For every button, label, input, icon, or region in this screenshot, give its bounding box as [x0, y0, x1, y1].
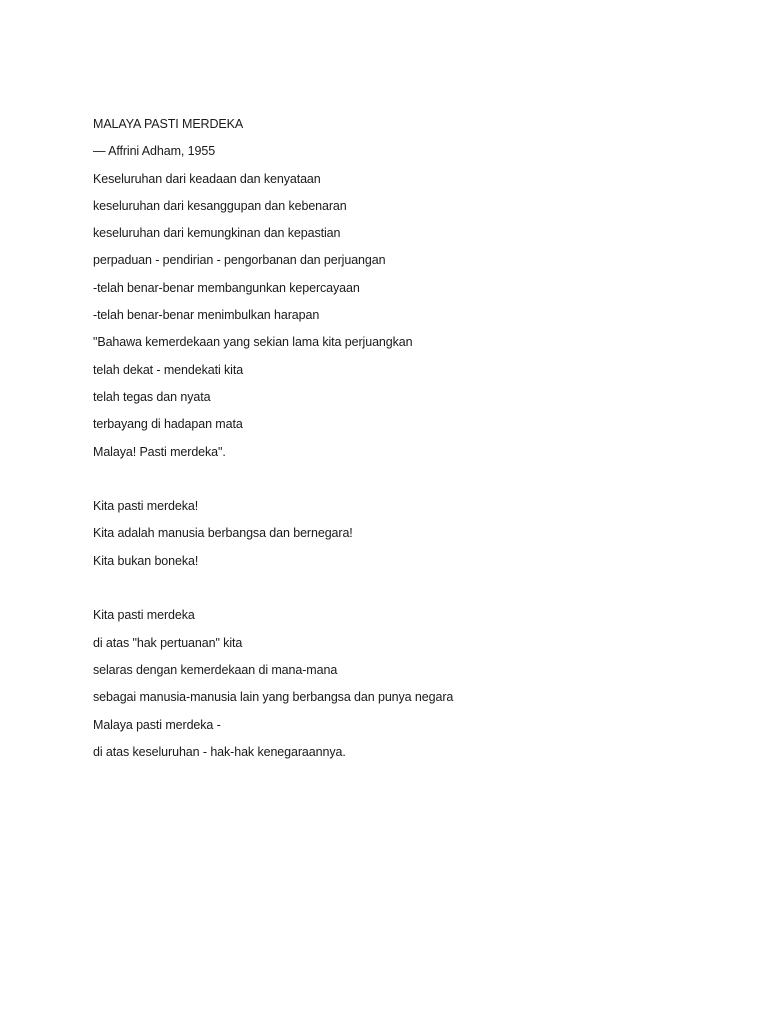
poem-line: sebagai manusia-manusia lain yang berbangsa dan punya negara — [93, 690, 454, 705]
stanza-gap — [93, 469, 713, 496]
poem-line: keseluruhan dari kesanggupan dan kebenaran — [93, 198, 347, 213]
poem-line: Malaya! Pasti merdeka". — [93, 444, 226, 459]
poem-line: "Bahawa kemerdekaan yang sekian lama kita perjuangkan — [93, 335, 413, 350]
poem-title: MALAYA PASTI MERDEKA — [93, 117, 244, 131]
poem-line: telah dekat - mendekati kita — [93, 362, 244, 377]
stanza-2 — [93, 496, 713, 578]
poem-line: Kita pasti merdeka — [93, 608, 195, 623]
poem-line: -telah benar-benar menimbulkan harapan — [93, 308, 320, 323]
poem-line: Kita adalah manusia berbangsa dan bernegara! — [93, 526, 353, 541]
stanza-gap — [93, 578, 713, 605]
poem-line: telah tegas dan nyata — [93, 389, 211, 404]
poem-line: selaras dengan kemerdekaan di mana-mana — [93, 662, 338, 677]
poem-line: di atas keseluruhan - hak-hak kenegaraannya. — [93, 744, 346, 759]
stanza-3 — [93, 605, 713, 769]
poem-line: Kita pasti merdeka! — [93, 499, 199, 514]
poem-line: keseluruhan dari kemungkinan dan kepastian — [93, 226, 341, 241]
poem-line: Kita bukan boneka! — [93, 553, 199, 568]
poem-line: perpaduan - pendirian - pengorbanan dan perjuangan — [93, 253, 386, 268]
poem-author: — Affrini Adham, 1955 — [93, 144, 216, 159]
poem-line: -telah benar-benar membangunkan kepercayaan — [93, 280, 360, 295]
poem-line: Malaya pasti merdeka - — [93, 717, 221, 732]
poem-line: di atas "hak pertuanan" kita — [93, 635, 243, 650]
stanza-1 — [93, 169, 713, 469]
poem-line: Keseluruhan dari keadaan dan kenyataan — [93, 171, 321, 186]
poem-body — [93, 114, 713, 769]
poem-line: terbayang di hadapan mata — [93, 417, 243, 432]
